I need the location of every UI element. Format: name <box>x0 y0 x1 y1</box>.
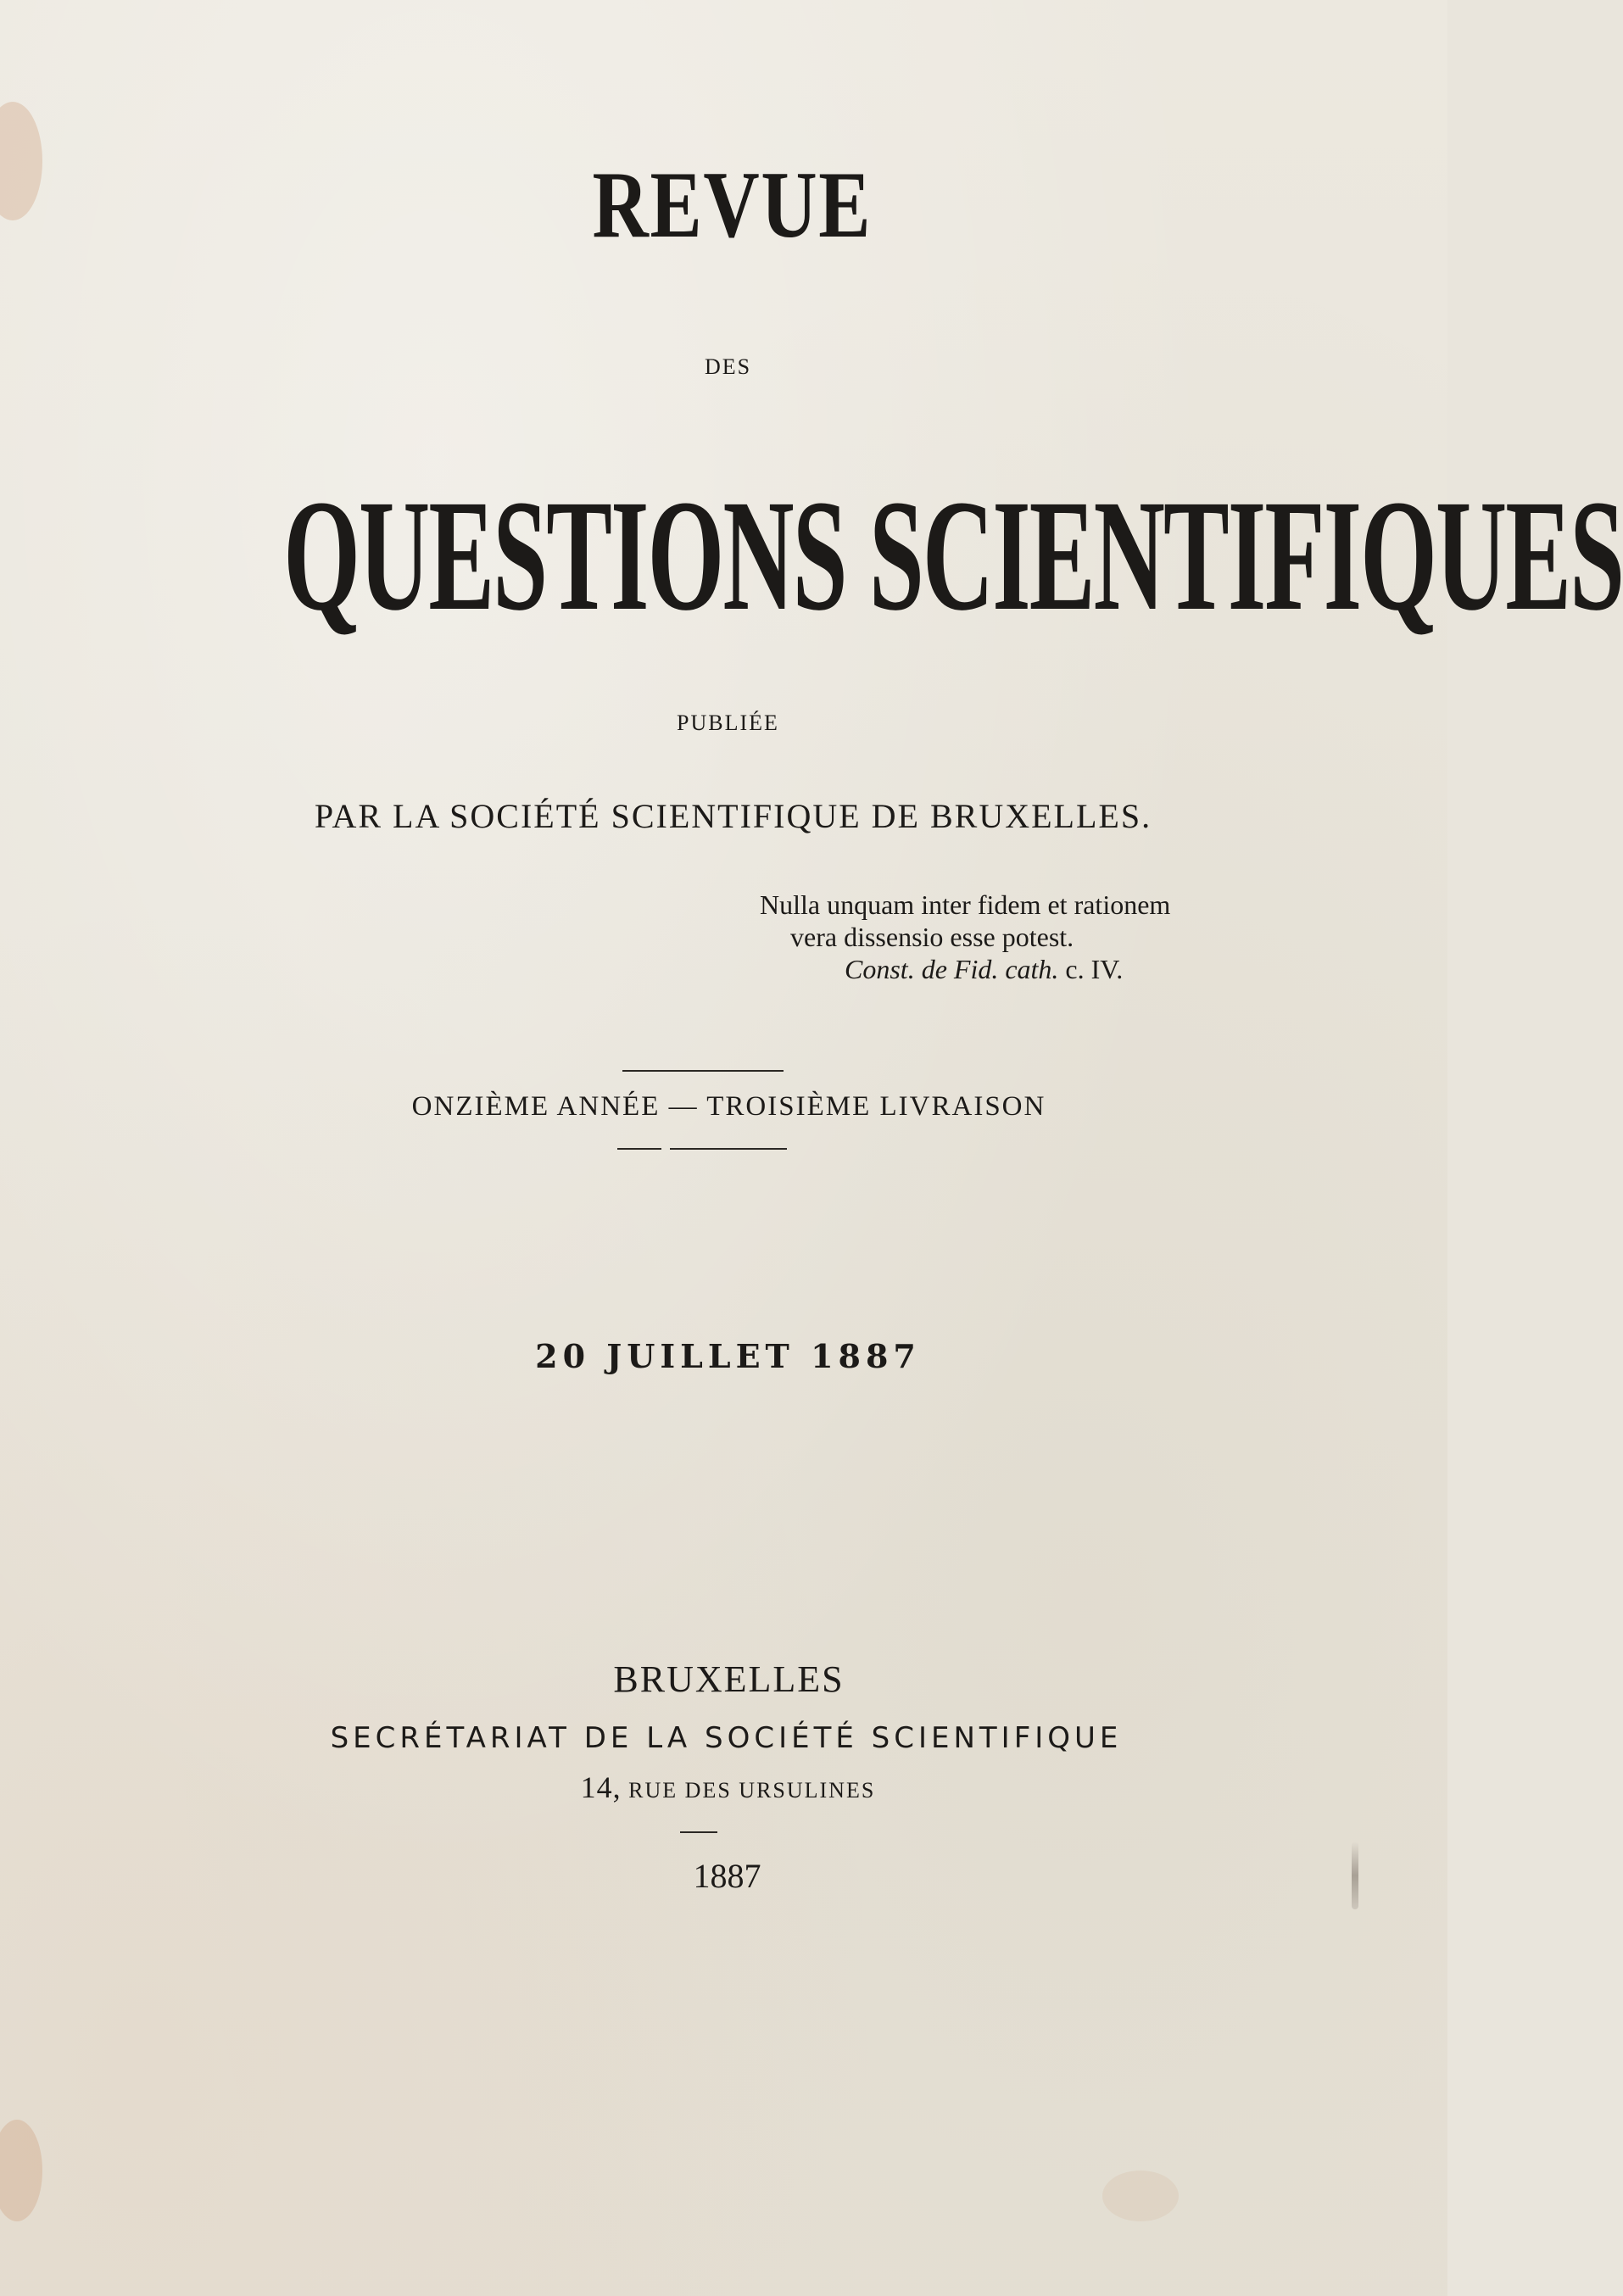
issue-line: ONZIÈME ANNÉE — TROISIÈME LIVRAISON <box>411 1091 1046 1122</box>
top-divider-rule <box>622 1070 784 1072</box>
imprint-secretariat: SECRÉTARIAT DE LA SOCIÉTÉ SCIENTIFIQUE <box>330 1721 1123 1755</box>
paper-stain <box>1102 2171 1179 2221</box>
epigraph-line-2: vera dissensio esse potest. <box>790 922 1074 952</box>
paper-mark <box>1352 1842 1358 1909</box>
street-name: RUE DES URSULINES <box>621 1778 876 1803</box>
published-label: PUBLIÉE <box>677 711 779 735</box>
epigraph <box>760 889 1170 985</box>
imprint-city: BRUXELLES <box>613 1658 845 1700</box>
imprint-divider-rule <box>680 1831 717 1833</box>
paper-stain <box>0 2120 42 2221</box>
imprint-address <box>0 1770 1447 1808</box>
journal-main-title: QUESTIONS SCIENTIFIQUES <box>283 466 1623 644</box>
street-number: 14, <box>580 1770 622 1804</box>
bottom-divider-rule-left <box>617 1148 661 1150</box>
issue-date: 20 JUILLET 1887 <box>535 1337 921 1375</box>
paper-stain <box>0 102 42 220</box>
epigraph-line-1: Nulla unquam inter fidem et rationem <box>760 889 1171 920</box>
epigraph-source-title: Const. de Fid. cath. <box>845 954 1059 984</box>
epigraph-source <box>760 953 1170 985</box>
imprint-year: 1887 <box>693 1857 761 1895</box>
bottom-divider-rule-right <box>670 1148 787 1150</box>
journal-title-revue: REVUE <box>592 153 873 258</box>
epigraph-source-chapter: c. IV. <box>1058 954 1124 984</box>
journal-title-des: DES <box>704 354 752 379</box>
publisher-line: PAR LA SOCIÉTÉ SCIENTIFIQUE DE BRUXELLES. <box>314 797 1152 835</box>
